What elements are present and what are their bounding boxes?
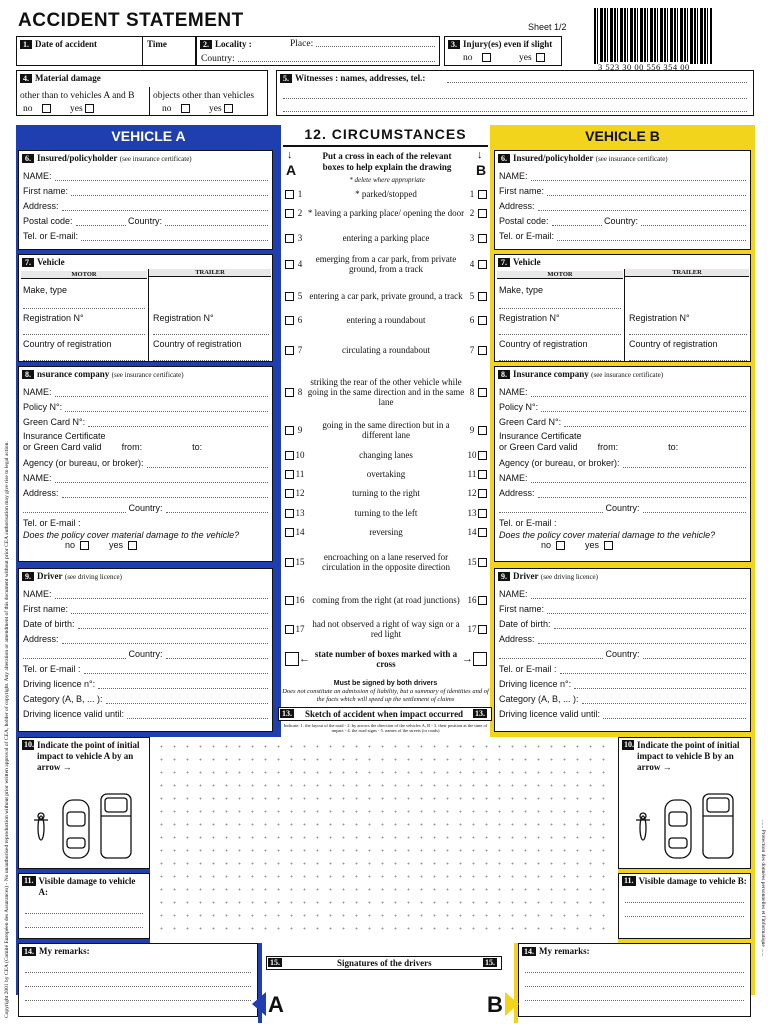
circumstance-b-number: 9 [469, 425, 475, 435]
circumstance-b-checkbox-16[interactable] [478, 596, 487, 605]
b-postal-field[interactable]: Postal code: Country: [499, 211, 746, 226]
b-driver-note: (see driving licence) [540, 573, 598, 581]
circumstance-b-number: 8 [469, 387, 475, 397]
circumstance-row-7 [285, 344, 487, 356]
circumstance-b-number: 12 [467, 488, 477, 498]
circumstance-row-4 [285, 252, 487, 276]
a-reg-field[interactable]: Registration N° [23, 309, 145, 335]
circumstance-b-number: 16 [467, 595, 477, 605]
a-category-field[interactable]: Category (A, B, ... ): [23, 689, 268, 704]
signature-letter-a: A [268, 992, 284, 1017]
circumstance-a-checkbox-1[interactable] [285, 190, 294, 199]
pointer-b-icon [505, 992, 519, 1016]
vehicle-a-title: VEHICLE A [111, 128, 186, 144]
a-driver-label: Driver [37, 571, 63, 581]
circumstance-text-7: circulating a roundabout [342, 345, 430, 355]
b-impact-section [618, 737, 751, 869]
vehicle-b-title: VEHICLE B [585, 128, 660, 144]
a-tel-field[interactable]: Tel. or E-mail: [23, 226, 268, 241]
privacy-side-text: ...... Protection des données personnelles et l'informatique ...... [760, 820, 766, 957]
country-label: Country: [201, 54, 235, 64]
injury-no: no [463, 53, 491, 63]
circ-letter-a: A [286, 162, 297, 178]
b-policy-question: Does the policy cover material damage to the vehicle? [499, 530, 716, 540]
injury-no-checkbox[interactable] [482, 53, 491, 62]
b-valid-field[interactable]: Driving licence valid until: [499, 704, 746, 719]
circumstance-row-6 [285, 314, 487, 326]
circumstance-text-4: emerging from a car park, from private ground, from a track [315, 254, 457, 274]
b-visible-damage-section [618, 873, 751, 939]
b-licence-field[interactable]: Driving licence n°: [499, 674, 746, 689]
field-number: 14. [524, 947, 534, 956]
material-box [16, 70, 268, 116]
material-vehicles-label: other than to vehicles A and B [20, 91, 135, 101]
circumstance-a-number: 10 [295, 450, 305, 460]
mat-objects-no-checkbox[interactable] [181, 104, 190, 113]
circumstance-b-number: 1 [469, 189, 475, 199]
circumstance-b-number: 15 [467, 557, 477, 567]
circumstance-row-15 [285, 545, 487, 579]
a-ag-name-field[interactable]: NAME: [23, 468, 268, 483]
a-policy-field[interactable]: Policy N°: [23, 397, 268, 412]
page-title: ACCIDENT STATEMENT [18, 10, 244, 31]
a-ag-country-field[interactable]: Country: [23, 498, 268, 513]
circumstance-a-number: 16 [295, 595, 305, 605]
a-q-yes-checkbox[interactable] [128, 541, 137, 550]
b-insurance-note: (see insurance certificate) [591, 371, 664, 379]
circumstance-a-number: 9 [297, 425, 303, 435]
a-licence-field[interactable]: Driving licence n°: [23, 674, 268, 689]
a-ag-address-field[interactable]: Address: [23, 483, 268, 498]
a-insurance-note: (see insurance certificate) [111, 371, 184, 379]
b-policy-field[interactable]: Policy N°: [499, 397, 746, 412]
circumstance-a-number: 17 [295, 624, 305, 634]
circumstance-a-checkbox-17[interactable] [285, 625, 294, 634]
b-agency-field[interactable]: Agency (or bureau, or broker): [499, 453, 746, 468]
circumstance-b-checkbox-3[interactable] [478, 234, 487, 243]
circumstance-a-checkbox-11[interactable] [285, 470, 294, 479]
field-number: 13. [475, 709, 485, 718]
circumstance-a-number: 11 [295, 469, 305, 479]
circumstance-a-number: 1 [297, 189, 303, 199]
b-make-field[interactable]: Make, type [499, 285, 621, 309]
circumstance-b-checkbox-4[interactable] [478, 260, 487, 269]
locality-label: Locality : [215, 39, 252, 49]
circumstance-a-number: 15 [295, 557, 305, 567]
a-cert-label: Insurance Certificate or Green Card valid from: to: [23, 431, 203, 452]
field-number: 7. [498, 258, 510, 267]
circumstance-a-checkbox-10[interactable] [285, 451, 294, 460]
circumstance-text-12: turning to the right [352, 488, 420, 498]
locality-box [196, 36, 440, 66]
b-ag-address-field[interactable]: Address: [499, 483, 746, 498]
b-trailer-tab: TRAILER [625, 269, 749, 277]
b-remarks-label[interactable]: My remarks: [539, 946, 590, 956]
circumstance-b-checkbox-5[interactable] [478, 292, 487, 301]
field-number: 13. [282, 709, 292, 718]
signatures-label: Signatures of the drivers [337, 958, 432, 968]
circumstance-text-9: going in the same direction but in a different lane [322, 420, 450, 440]
b-d-name-field[interactable]: NAME: [499, 584, 746, 599]
b-trailer-country-field[interactable]: Country of registration [629, 335, 747, 361]
injury-yes-checkbox[interactable] [536, 53, 545, 62]
circumstance-text-10: changing lanes [359, 450, 413, 460]
circumstance-row-12 [285, 487, 487, 499]
b-insurance-section [494, 366, 751, 562]
signatures-header [266, 956, 502, 970]
copyright-side-text: Copyright 2001 by CEA (Comité Européen des Assurances) - No unauthorised reproduction without prior written approval of CEA, holder of copyright. Any alteration or amendment of this document without prior CEA authorisation may give rise to legal action. [4, 441, 10, 1018]
arrow-down-a-icon: ↓ [287, 149, 293, 161]
b-category-field[interactable]: Category (A, B, ... ): [499, 689, 746, 704]
b-reg-field[interactable]: Registration N° [499, 309, 621, 335]
field-number: 15. [270, 958, 280, 967]
b-ag-tel-field[interactable]: Tel. or E-mail : [499, 518, 557, 528]
field-number: 7. [22, 258, 34, 267]
circumstance-b-number: 4 [469, 259, 475, 269]
disclaimer-note: Does not constitute an admission of liability, but a summary of identities and of the facts which will speed up the settlement of claims [282, 688, 489, 703]
circumstance-a-checkbox-6[interactable] [285, 316, 294, 325]
circumstance-row-14 [285, 526, 487, 538]
injury-yes: yes [519, 53, 545, 63]
sketch-note: Indicate: 1. the layout of the road - 2. by arrows the direction of the vehicles A, B - 3. their position at the time of impact - 4. the road signs - 5. names of the streets (or roads) [283, 723, 488, 733]
date-time-box [16, 36, 196, 66]
circumstance-row-5 [285, 284, 487, 308]
material-objects-label: objects other than vehicles [153, 91, 255, 101]
field-number: 5. [280, 74, 292, 83]
mat-no-label: no [23, 104, 33, 114]
circumstance-b-number: 17 [467, 624, 477, 634]
signature-b-area[interactable] [390, 975, 500, 1020]
circumstance-row-3 [285, 232, 487, 244]
a-insurance-section [18, 366, 273, 562]
b-vehicle-section [494, 254, 751, 362]
field-number: 6. [498, 154, 510, 163]
circumstance-a-checkbox-3[interactable] [285, 234, 294, 243]
a-q-yes: yes [109, 540, 124, 550]
circumstance-a-checkbox-12[interactable] [285, 489, 294, 498]
a-d-birth-field[interactable]: Date of birth: [23, 614, 268, 629]
circumstance-text-14: reversing [369, 527, 403, 537]
circumstance-row-2 [285, 202, 487, 224]
circumstance-b-number: 14 [467, 527, 477, 537]
arrow-left-icon: ← [299, 653, 310, 665]
mat-no-label: no [162, 104, 172, 114]
field-number: 10. [24, 740, 34, 749]
a-q-no-checkbox[interactable] [80, 541, 89, 550]
sketch-header [278, 707, 492, 721]
witness-box [276, 70, 754, 116]
circumstance-text-3: entering a parking place [342, 233, 430, 243]
date-label: Date of accident [35, 39, 97, 49]
circumstance-row-8 [285, 375, 487, 409]
b-insured-label: Insured/policyholder [513, 153, 594, 163]
circumstance-b-checkbox-14[interactable] [478, 528, 487, 537]
count-a-box[interactable] [285, 652, 299, 666]
barcode [594, 8, 712, 64]
circumstance-a-checkbox-9[interactable] [285, 426, 294, 435]
circumstance-a-checkbox-5[interactable] [285, 292, 294, 301]
a-agency-field[interactable]: Agency (or bureau, or broker): [23, 453, 268, 468]
a-insurance-label: nsurance company [37, 369, 110, 379]
a-policy-question: Does the policy cover material damage to the vehicle? [23, 530, 240, 540]
field-number: 14. [24, 947, 34, 956]
field-number: 8. [498, 370, 510, 379]
field-number: 4. [20, 74, 32, 83]
circumstance-b-checkbox-8[interactable] [478, 388, 487, 397]
circumstance-a-number: 4 [297, 259, 303, 269]
circumstance-b-number: 3 [469, 233, 475, 243]
circumstance-b-checkbox-11[interactable] [478, 470, 487, 479]
a-motor-tab: MOTOR [21, 271, 147, 279]
a-impact-section [18, 737, 150, 869]
mat-yes-label: yes [209, 104, 222, 114]
field-number: 11. [24, 876, 34, 885]
b-remarks-section [518, 943, 751, 1017]
a-address-field[interactable]: Address: [23, 196, 268, 211]
circumstance-text-6: entering a roundabout [346, 315, 426, 325]
signature-a-area[interactable] [268, 975, 378, 1020]
a-trailer-tab: TRAILER [149, 269, 271, 277]
b-driver-label: Driver [513, 571, 539, 581]
a-d-name-field[interactable]: NAME: [23, 584, 268, 599]
field-number: 11. [624, 876, 634, 885]
circumstance-row-10 [285, 449, 487, 461]
circumstance-b-checkbox-17[interactable] [478, 625, 487, 634]
mat-objects-yes-checkbox[interactable] [224, 104, 233, 113]
sketch-label: Sketch of accident when impact occurred [305, 709, 464, 719]
a-firstname-field[interactable]: First name: [23, 181, 268, 196]
must-sign-note: Must be signed by both drivers [333, 680, 438, 687]
circumstance-b-checkbox-7[interactable] [478, 346, 487, 355]
circumstance-a-checkbox-14[interactable] [285, 528, 294, 537]
time-label: Time [147, 39, 167, 49]
b-q-no-checkbox[interactable] [556, 541, 565, 550]
circumstance-text-17: had not observed a right of way sign or a red light [312, 619, 460, 639]
circumstance-row-9 [285, 418, 487, 442]
a-make-field[interactable]: Make, type [23, 285, 145, 309]
a-driver-section [18, 568, 273, 732]
circumstance-a-checkbox-2[interactable] [285, 209, 294, 218]
b-driver-section [494, 568, 751, 732]
circumstance-row-1 [285, 188, 487, 200]
field-number: 9. [22, 572, 34, 581]
field-number: 3. [448, 40, 460, 49]
a-d-address-field[interactable]: Address: [23, 629, 268, 644]
circumstance-text-11: overtaking [366, 469, 406, 479]
circumstance-a-checkbox-16[interactable] [285, 596, 294, 605]
material-label: Material damage [35, 73, 101, 83]
b-d-birth-field[interactable]: Date of birth: [499, 614, 746, 629]
a-impact-label: Indicate the point of initial impact to vehicle A by an arrow → [37, 740, 140, 772]
b-name-field[interactable]: NAME: [499, 166, 746, 181]
circumstance-a-number: 3 [297, 233, 303, 243]
circumstance-a-number: 8 [297, 387, 303, 397]
circumstance-b-number: 5 [469, 291, 475, 301]
a-name-field[interactable]: NAME: [23, 166, 268, 181]
circumstance-b-checkbox-9[interactable] [478, 426, 487, 435]
sketch-grid[interactable] [155, 740, 615, 940]
circumstance-b-checkbox-15[interactable] [478, 558, 487, 567]
b-trailer-reg-field[interactable]: Registration N° [629, 309, 747, 335]
circumstance-row-13 [285, 507, 487, 519]
field-number: 8. [22, 370, 34, 379]
a-valid-field[interactable]: Driving licence valid until: [23, 704, 268, 719]
a-d-tel-field[interactable]: Tel. or E-mail : [23, 659, 268, 674]
a-ic-name-field[interactable]: NAME: [23, 382, 268, 397]
b-insurance-label: Insurance company [513, 369, 589, 379]
place-label: Place: [290, 39, 314, 49]
a-country-reg-field[interactable]: Country of registration [23, 335, 145, 361]
b-ag-name-field[interactable]: NAME: [499, 468, 746, 483]
circumstance-a-checkbox-4[interactable] [285, 260, 294, 269]
b-address-field[interactable]: Address: [499, 196, 746, 211]
circumstance-b-checkbox-2[interactable] [478, 209, 487, 218]
a-d-country-field[interactable]: Country: [23, 644, 268, 659]
b-d-tel-field[interactable]: Tel. or E-mail : [499, 659, 746, 674]
b-firstname-field[interactable]: First name: [499, 181, 746, 196]
witness-label: Witnesses : names, addresses, tel.: [295, 73, 426, 83]
field-number: 10. [624, 740, 634, 749]
a-driver-note: (see driving licence) [64, 573, 122, 581]
a-remarks-label[interactable]: My remarks: [39, 946, 90, 956]
b-tel-field[interactable]: Tel. or E-mail: [499, 226, 746, 241]
a-vehicle-label: Vehicle [37, 257, 65, 267]
field-number: 6. [22, 154, 34, 163]
b-q-no: no [541, 540, 552, 550]
barcode-number: 3 523 30 00 556 354 00 [598, 62, 690, 72]
a-remarks-section [18, 943, 258, 1017]
circumstance-b-checkbox-10[interactable] [478, 451, 487, 460]
circumstance-b-number: 2 [469, 208, 475, 218]
circumstance-b-checkbox-12[interactable] [478, 489, 487, 498]
b-ag-country-field[interactable]: Country: [499, 498, 746, 513]
circumstance-a-checkbox-13[interactable] [285, 509, 294, 518]
circ-instruction: Put a cross in each of the relevant boxes to help explain the drawing [322, 151, 452, 172]
field-number: 9. [498, 572, 510, 581]
b-visible-label[interactable]: Visible damage to vehicle B: [638, 876, 747, 886]
b-d-country-field[interactable]: Country: [499, 644, 746, 659]
b-q-yes-checkbox[interactable] [604, 541, 613, 550]
circumstance-text-16: coming from the right (at road junctions) [312, 595, 460, 605]
signature-letter-b: B [487, 992, 503, 1017]
circumstance-text-13: turning to the left [354, 508, 418, 518]
circumstance-b-number: 13 [467, 508, 477, 518]
circumstance-text-8: striking the rear of the other vehicle while going in the same direction and in the same lane [307, 377, 465, 407]
circumstance-a-number: 5 [297, 291, 303, 301]
state-number-label: state number of boxes marked with a cross [314, 649, 458, 669]
b-impact-label: Indicate the point of initial impact to vehicle B by an arrow → [637, 740, 740, 772]
a-vehicle-section [18, 254, 273, 362]
injury-label: Injury(es) even if slight [463, 39, 553, 49]
circumstance-row-11 [285, 468, 487, 480]
mat-vehicles-no-checkbox[interactable] [42, 104, 51, 113]
a-visible-damage-section [18, 873, 150, 939]
circumstance-b-number: 11 [467, 469, 477, 479]
field-number: 15. [485, 958, 495, 967]
circumstance-b-checkbox-1[interactable] [478, 190, 487, 199]
circumstance-row-17 [285, 617, 487, 641]
circumstance-text-2: * leaving a parking place/ opening the door [307, 208, 465, 218]
injury-box [444, 36, 562, 66]
field-number: 2. [200, 40, 212, 49]
b-ic-name-field[interactable]: NAME: [499, 382, 746, 397]
sheet-number: Sheet 1/2 [528, 22, 567, 32]
circumstance-a-number: 13 [295, 508, 305, 518]
circumstance-b-checkbox-6[interactable] [478, 316, 487, 325]
circumstance-a-number: 7 [297, 345, 303, 355]
a-trailer-reg-field[interactable]: Registration N° [153, 309, 269, 335]
a-insured-section [18, 150, 273, 250]
field-number: 1. [20, 40, 32, 49]
circumstance-a-number: 2 [297, 208, 303, 218]
a-insured-note: (see insurance certificate) [119, 155, 192, 163]
state-number-row [285, 647, 487, 671]
count-b-box[interactable] [473, 652, 487, 666]
circumstance-a-number: 14 [295, 527, 305, 537]
circumstance-a-number: 6 [297, 315, 303, 325]
circ-letter-b: B [476, 162, 487, 178]
b-insured-section [494, 150, 751, 250]
a-insured-label: Insured/policyholder [37, 153, 118, 163]
arrow-down-b-icon: ↓ [477, 149, 483, 161]
circumstance-row-16 [285, 588, 487, 612]
arrow-right-icon: → [462, 653, 473, 665]
circumstance-text-5: entering a car park, private ground, a track [309, 291, 463, 301]
circumstance-a-checkbox-8[interactable] [285, 388, 294, 397]
a-ag-tel-field[interactable]: Tel. or E-mail : [23, 518, 81, 528]
circ-delete-note: * delete where appropriate [349, 176, 425, 184]
b-country-reg-field[interactable]: Country of registration [499, 335, 621, 361]
b-insured-note: (see insurance certificate) [595, 155, 668, 163]
circumstance-b-checkbox-13[interactable] [478, 509, 487, 518]
circumstances-title: 12. CIRCUMSTANCES [304, 126, 467, 142]
a-q-no: no [65, 540, 76, 550]
circumstance-b-number: 7 [469, 345, 475, 355]
a-postal-field[interactable]: Postal code: Country: [23, 211, 268, 226]
circumstance-a-number: 12 [295, 488, 305, 498]
b-green-field[interactable]: Green Card N°: [499, 412, 746, 427]
mat-vehicles-yes-checkbox[interactable] [85, 104, 94, 113]
b-motor-tab: MOTOR [497, 271, 623, 279]
circumstance-text-1: * parked/stopped [355, 189, 417, 199]
a-green-field[interactable]: Green Card N°: [23, 412, 268, 427]
b-d-address-field[interactable]: Address: [499, 629, 746, 644]
circumstance-a-checkbox-15[interactable] [285, 558, 294, 567]
mat-yes-label: yes [70, 104, 83, 114]
b-cert-label: Insurance Certificate or Green Card valid from: to: [499, 431, 679, 452]
circumstance-text-15: encroaching on a lane reserved for circulation in the opposite direction [322, 552, 450, 572]
circumstance-a-checkbox-7[interactable] [285, 346, 294, 355]
b-d-first-field[interactable]: First name: [499, 599, 746, 614]
b-q-yes: yes [585, 540, 600, 550]
a-trailer-country-field[interactable]: Country of registration [153, 335, 269, 361]
pointer-a-icon [252, 992, 266, 1016]
a-d-first-field[interactable]: First name: [23, 599, 268, 614]
vehicle-silhouettes-icon[interactable] [29, 790, 139, 862]
circumstance-b-number: 6 [469, 315, 475, 325]
vehicle-silhouettes-icon[interactable] [631, 790, 741, 862]
circumstance-b-number: 10 [467, 450, 477, 460]
b-vehicle-label: Vehicle [513, 257, 541, 267]
a-visible-label[interactable]: Visible damage to vehicle A: [38, 876, 136, 897]
